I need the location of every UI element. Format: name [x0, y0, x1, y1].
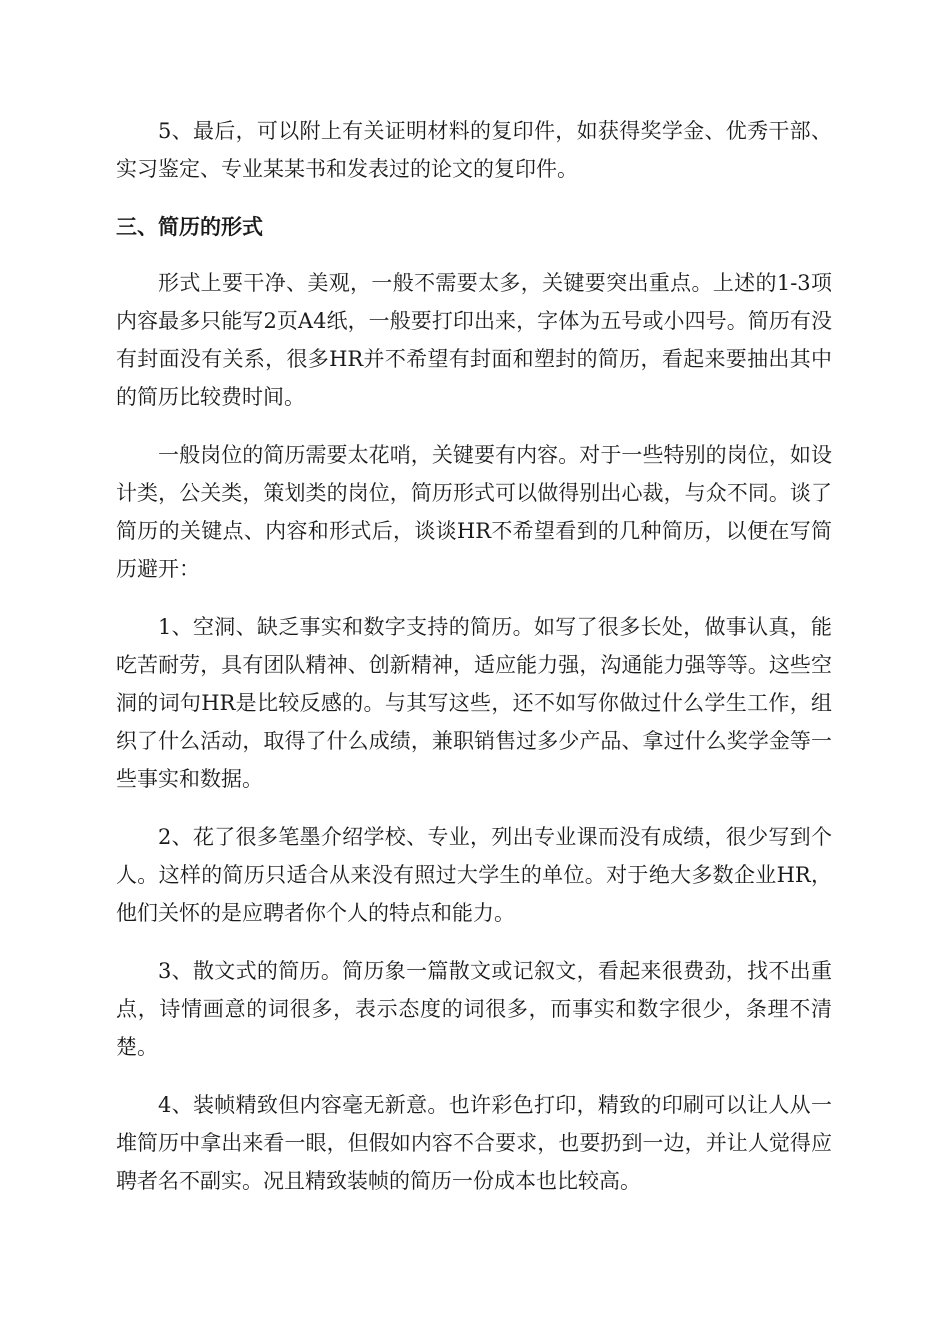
paragraph-item-5: 5、最后，可以附上有关证明材料的复印件，如获得奖学金、优秀干部、实习鉴定、专业某某书和发表过的论文的复印件。: [116, 119, 832, 181]
paragraph-format-intro: 形式上要干净、美观，一般不需要太多，关键要突出重点。上述的1-3项内容最多只能写2页A4纸，一般要打印出来，字体为五号或小四号。简历有没有封面没有关系，很多HR并不希望有封面和塑封的简历，看起来要抽出其中的简历比较费时间。: [116, 271, 832, 409]
paragraph-bad-resume-3: 3、散文式的简历。简历象一篇散文或记叙文，看起来很费劲，找不出重点，诗情画意的词很多，表示态度的词很多，而事实和数字很少，条理不清楚。: [116, 959, 832, 1059]
document-body: [116, 112, 832, 1220]
paragraph-bad-resume-4: 4、装帧精致但内容毫无新意。也许彩色打印，精致的印刷可以让人从一堆简历中拿出来看一眼，但假如内容不合要求，也要扔到一边，并让人觉得应聘者名不副实。况且精致装帧的简历一份成本也比较高。: [116, 1093, 832, 1193]
section-heading-resume-format: 三、简历的形式: [116, 215, 263, 239]
paragraph-bad-resume-1: 1、空洞、缺乏事实和数字支持的简历。如写了很多长处，做事认真，能吃苦耐劳，具有团队精神、创新精神，适应能力强，沟通能力强等等。这些空洞的词句HR是比较反感的。与其写这些，还不如写你做过什么学生工作，组织了什么活动，取得了什么成绩，兼职销售过多少产品、拿过什么奖学金等一些事实和数据。: [116, 615, 832, 791]
paragraph-bad-resume-2: 2、花了很多笔墨介绍学校、专业，列出专业课而没有成绩，很少写到个人。这样的简历只适合从来没有照过大学生的单位。对于绝大多数企业HR，他们关怀的是应聘者你个人的特点和能力。: [116, 825, 832, 925]
paragraph-special-positions: 一般岗位的简历需要太花哨，关键要有内容。对于一些特别的岗位，如设计类，公关类，策划类的岗位，简历形式可以做得别出心裁，与众不同。谈了简历的关键点、内容和形式后，谈谈HR不希望看到的几种简历，以便在写简历避开：: [116, 443, 832, 581]
